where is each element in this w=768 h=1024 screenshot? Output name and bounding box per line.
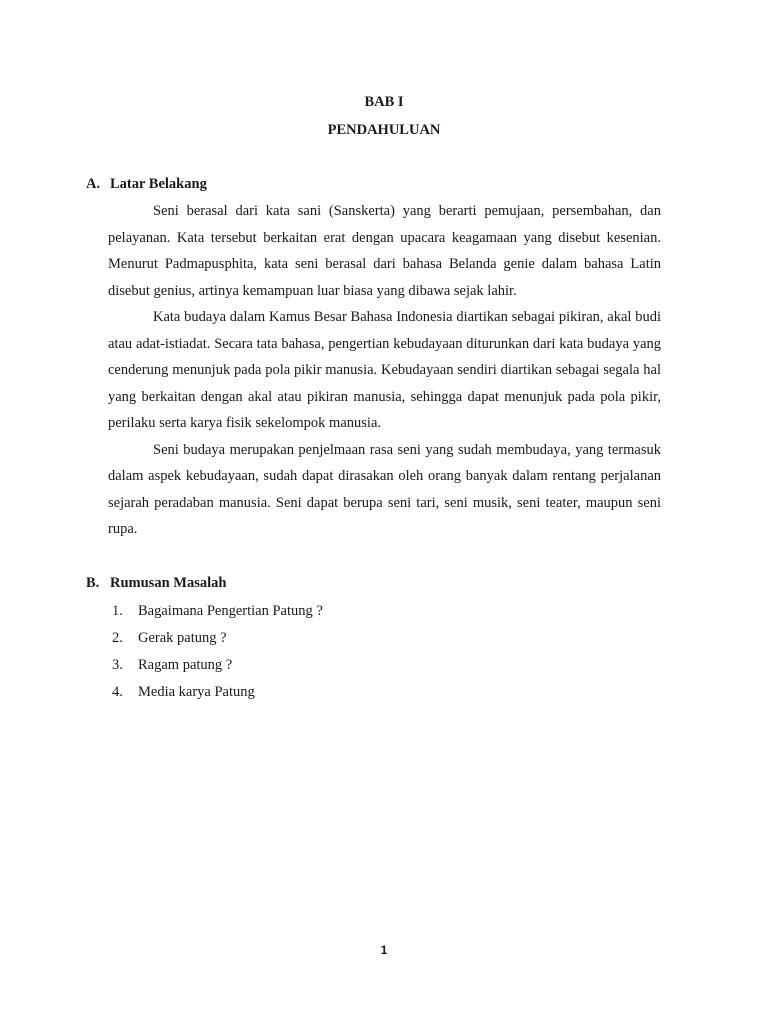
list-item-number: 1. (112, 603, 123, 619)
section-b-letter: B. (86, 575, 100, 591)
problem-list (108, 598, 323, 706)
list-item (108, 652, 323, 679)
page-number: 1 (380, 943, 388, 957)
section-a-title: Latar Belakang (110, 176, 207, 192)
section-a-letter: A. (86, 176, 101, 192)
chapter-title: PENDAHULUAN (327, 122, 441, 138)
list-item-number: 4. (112, 684, 123, 700)
chapter-label: BAB I (364, 94, 404, 110)
list-item-text: Bagaimana Pengertian Patung ? (138, 603, 323, 619)
list-item (108, 679, 323, 706)
list-item-number: 2. (112, 630, 123, 646)
section-b-title: Rumusan Masalah (110, 575, 227, 591)
section-a-body (108, 198, 661, 543)
list-item (108, 598, 323, 625)
list-item-number: 3. (112, 657, 123, 673)
list-item-text: Ragam patung ? (138, 657, 233, 673)
paragraph: Kata budaya dalam Kamus Besar Bahasa Indonesia diartikan sebagai pikiran, akal budi atau adat-istiadat. Secara tata bahasa, pengertian kebudayaan diturunkan dari kata budaya yang cenderung menunjuk pada pola pikir manusia. Kebudayaan sendiri diartikan sebagai segala hal yang berkaitan dengan akal atau pikiran manusia, sehingga dapat menunjuk pada pola pikir, perilaku serta karya fisik sekelompok manusia. (108, 309, 661, 431)
paragraph: Seni budaya merupakan penjelmaan rasa seni yang sudah membudaya, yang termasuk dalam aspek kebudayaan, sudah dapat dirasakan oleh orang banyak dalam rentang perjalanan sejarah peradaban manusia. Seni dapat berupa seni tari, seni musik, seni teater, maupun seni rupa. (108, 441, 661, 537)
section-b-heading (86, 574, 226, 592)
paragraph: Seni berasal dari kata sani (Sanskerta) yang berarti pemujaan, persembahan, dan pelayanan. Kata tersebut berkaitan erat dengan upacara keagamaan yang disebut kesenian. Menurut Padmapusphita, kata seni berasal dari bahasa Belanda genie dalam bahasa Latin disebut genius, artinya kemampuan luar biasa yang dibawa sejak lahir. (108, 203, 661, 299)
list-item (108, 625, 323, 652)
section-a-heading (86, 175, 207, 193)
list-item-text: Gerak patung ? (138, 630, 227, 646)
list-item-text: Media karya Patung (138, 684, 255, 700)
